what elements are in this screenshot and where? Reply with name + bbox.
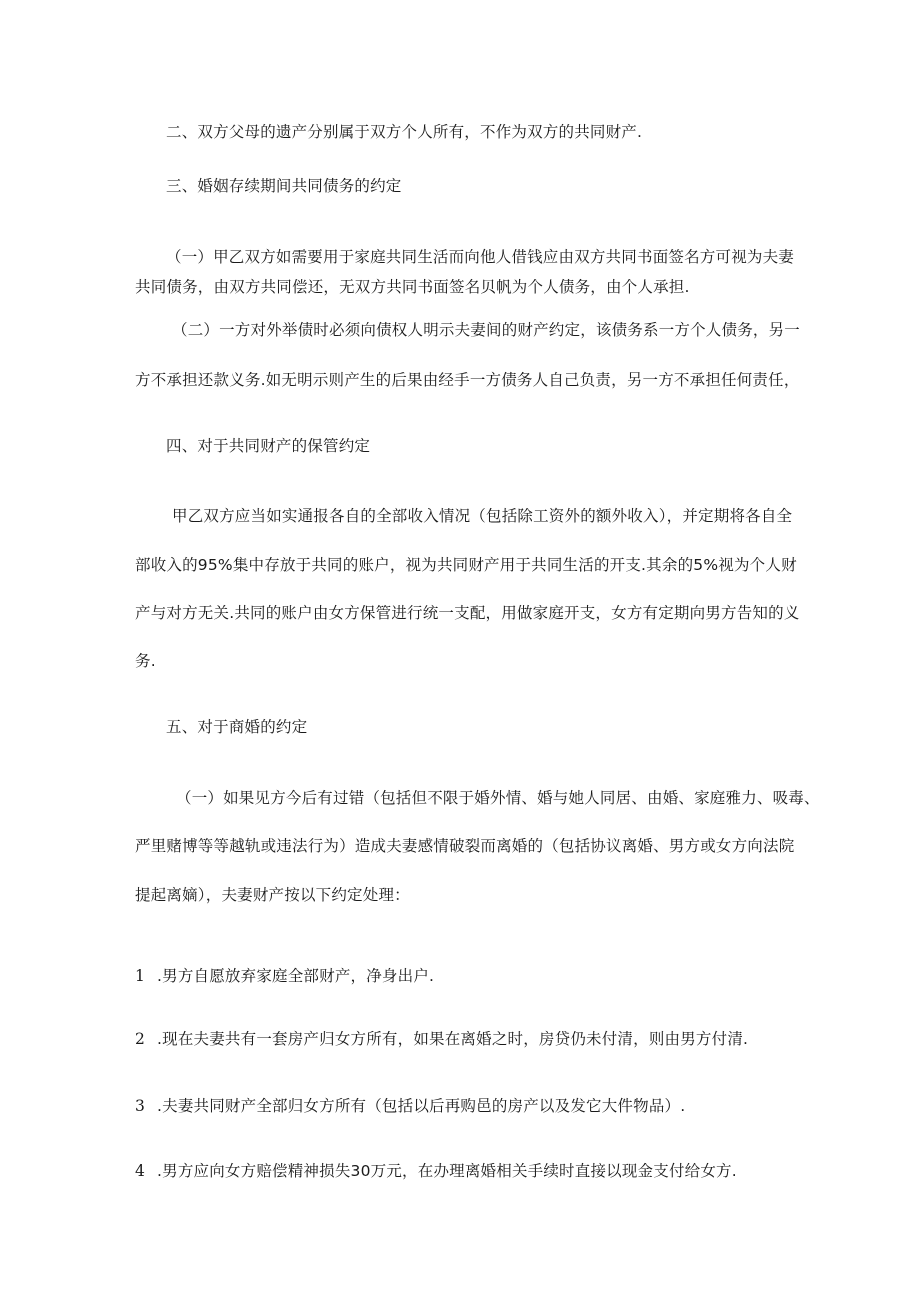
list-item [135,1029,748,1049]
list-item [135,1096,685,1116]
list-item-number: 4 [135,1162,146,1180]
section-4-para-line-3: 产与对方无关.共同的账户由女方保管进行统一支配，用做家庭开支，女方有定期向男方告知的义 [135,604,800,622]
section-3-para-2-line-1: （二）一方对外举债时必须向债权人明示夫妻间的财产约定，该债务系一方个人债务，另一 [172,321,801,339]
section-4-para-line-4: 务. [135,652,156,670]
list-item-text: .男方自愿放弃家庭全部财产，净身出户. [157,967,435,985]
list-item [135,1161,737,1181]
section-2-text: 二、双方父母的遗产分别属于双方个人所有，不作为双方的共同财产. [166,123,643,141]
section-4-para-line-1: 甲乙双方应当如实通报各自的全部收入情况（包括除工资外的额外收入），并定期将各自全 [172,507,793,525]
section-5-heading: 五、对于商婚的约定 [166,718,308,736]
section-3-heading: 三、婚姻存续期间共同债务的约定 [166,177,402,195]
section-4-heading: 四、对于共同财产的保管约定 [166,437,371,455]
list-item [135,966,434,986]
section-5-para-1-line-1: （一）如果见方今后有过错（包括但不限于婚外情、婚与她人同居、由婚、家庭雅力、吸毒、 [176,789,820,807]
section-3-para-1-line-2: 共同债务，由双方共同偿还，无双方共同书面签名贝帆为个人债务，由个人承担. [135,278,690,296]
list-item-text: .男方应向女方赔偿精神损失30万元，在办理离婚相关手续时直接以现金支付给女方. [157,1162,737,1180]
list-item-number: 2 [135,1030,146,1048]
section-5-para-1-line-3: 提起离嫡），夫妻财产按以下约定处理： [135,886,410,904]
section-3-para-1-line-1: （一）甲乙双方如需要用于家庭共同生活而向他人借钱应由双方共同书面签名方可视为夫妻 [166,248,795,266]
section-4-para-line-2: 部收入的95%集中存放于共同的账户，视为共同财产用于共同生活的开支.其余的5%视为个人财 [135,556,797,574]
list-item-number: 3 [135,1097,146,1115]
list-item-text: .现在夫妻共有一套房产归女方所有，如果在离婚之时，房贷仍未付清，则由男方付清. [157,1030,749,1048]
section-3-para-2-line-2: 方不承担还款义务.如无明示则产生的后果由经手一方债务人自己负责，另一方不承担任何责任， [135,371,800,389]
section-5-para-1-line-2: 严里赌博等等越轨或违法行为）造成夫妻感情破裂而离婚的（包括协议离婚、男方或女方向法院 [135,837,795,855]
list-item-text: .夫妻共同财产全部归女方所有（包括以后再购邑的房产以及发它大件物品）. [157,1097,686,1115]
list-item-number: 1 [135,967,146,985]
